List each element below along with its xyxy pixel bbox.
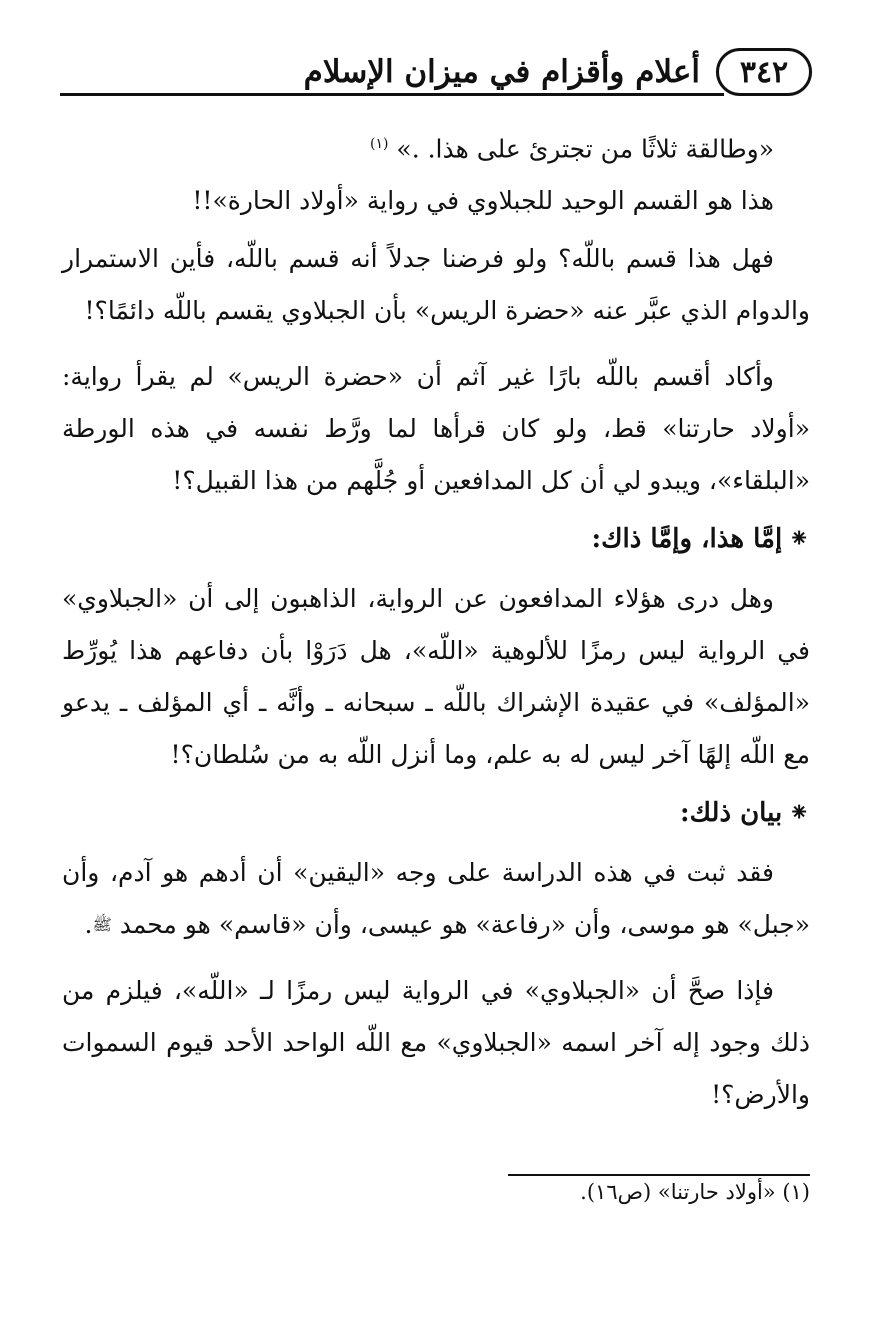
- footnote-rule: [508, 1174, 810, 1176]
- paragraph-text: فقد ثبت في هذه الدراسة على وجه «اليقين» أن أدهم هو آدم، وأن «جبل» هو موسى، وأن «رفاعة» هو عيسى، وأن «قاسم» هو محمد: [62, 858, 810, 940]
- paragraph: هذا هو القسم الوحيد للجبلاوي في رواية «أولاد الحارة»!!: [192, 186, 774, 216]
- page-number: ٣٤٢: [739, 54, 789, 90]
- section-heading: [62, 513, 810, 565]
- paragraph: وأكاد أقسم باللّه بارًا غير آثم أن «حضرة الريس» لم يقرأ رواية: «أولاد حارتنا» قط، ولو كان قرأها لما ورَّط نفسه في هذه الورطة «البلقاء»، ويبدو لي أن كل المدافعين أو جُلَّهم من هذا القبيل؟!: [62, 362, 810, 496]
- paragraph-quote: [62, 118, 810, 175]
- paragraph-text: «وطالقة ثلاثًا من تجترئ على هذا. .»: [396, 134, 774, 164]
- paragraph-end: .: [84, 910, 93, 940]
- book-title: أعلام وأقزام في ميزان الإسلام: [303, 54, 700, 90]
- footnote-marker: (١): [370, 136, 389, 152]
- page-header: [60, 44, 812, 104]
- salla-honorific-icon: ﷺ: [92, 915, 112, 935]
- body-text: [62, 118, 810, 1121]
- page-number-frame: [716, 48, 812, 96]
- heading-text: بيان ذلك:: [680, 798, 783, 829]
- section-heading: [62, 787, 810, 839]
- header-rule: [60, 93, 724, 96]
- star-bullet-icon: ⁕: [788, 798, 810, 829]
- footnote: (١) «أولاد حارتنا» (ص١٦).: [580, 1180, 810, 1204]
- paragraph: فهل هذا قسم باللّه؟ ولو فرضنا جدلاً أنه قسم باللّه، فأين الاستمرار والدوام الذي عبَّر عنه «حضرة الريس» بأن الجبلاوي يقسم باللّه دائمًا؟!: [62, 244, 810, 326]
- paragraph: فإذا صحَّ أن «الجبلاوي» في الرواية ليس رمزًا لـ «اللّه»، فيلزم من ذلك وجود إله آخر اسمه «الجبلاوي» مع اللّه الواحد الأحد قيوم السموات والأرض؟!: [62, 976, 810, 1110]
- star-bullet-icon: ⁕: [788, 524, 810, 555]
- paragraph: وهل درى هؤلاء المدافعون عن الرواية، الذاهبون إلى أن «الجبلاوي» في الرواية ليس رمزًا للألوهية «اللّه»، هل دَرَوْا بأن دفاعهم هذا يُورِّط «المؤلف» في عقيدة الإشراك باللّه ـ سبحانه ـ وأنَّه ـ أي المؤلف ـ يدعو مع اللّه إلهًا آخر ليس له به علم، وما أنزل اللّه به من سُلطان؟!: [62, 584, 810, 770]
- heading-text: إمَّا هذا، وإمَّا ذاك:: [591, 524, 783, 555]
- paragraph: [62, 847, 810, 951]
